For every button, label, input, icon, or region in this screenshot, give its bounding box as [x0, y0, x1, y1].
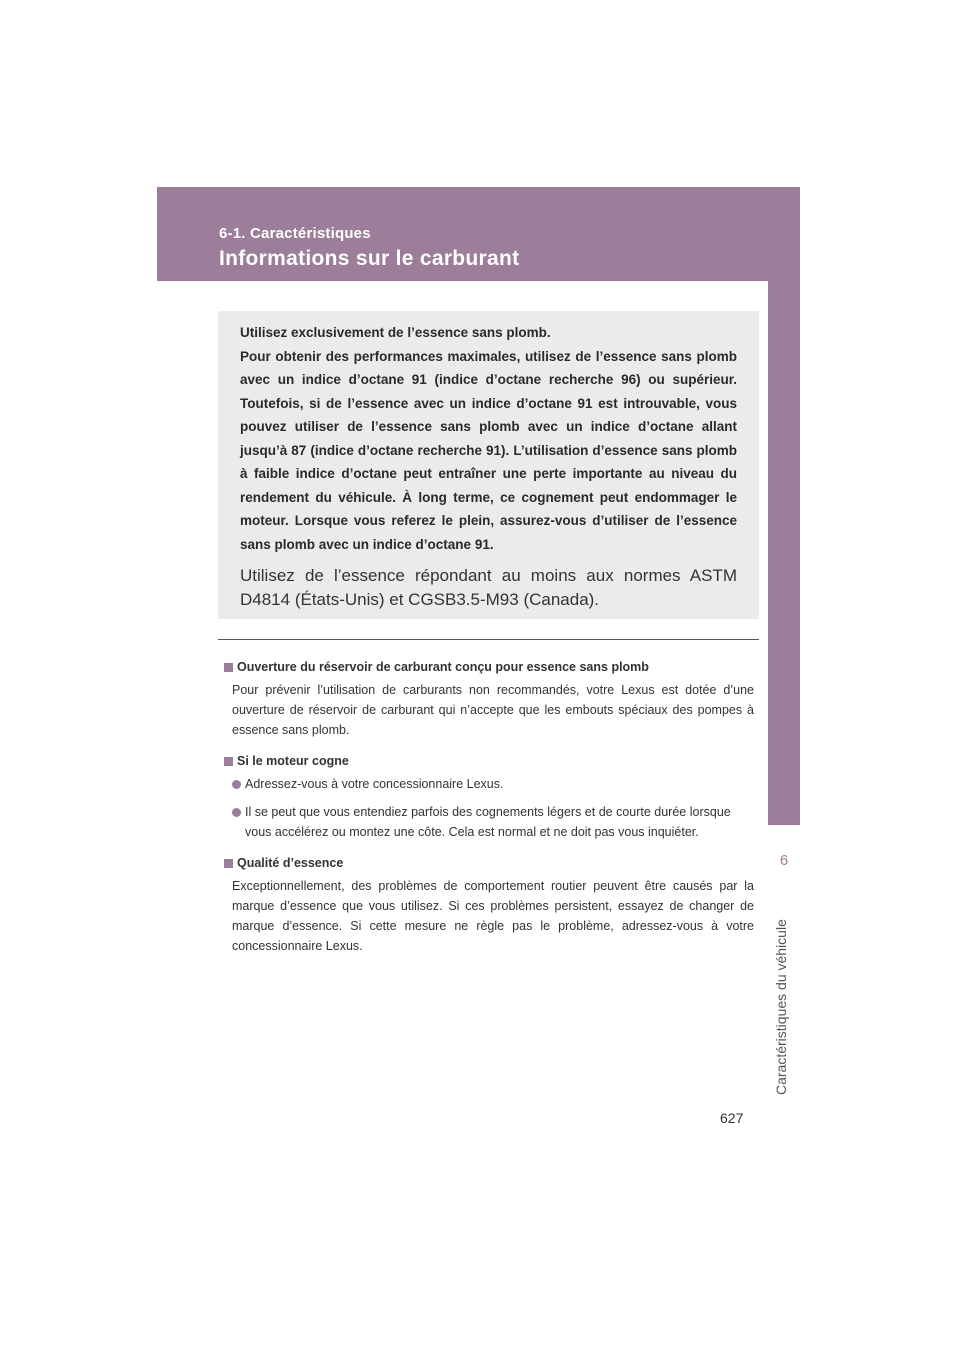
square-bullet-icon: [224, 757, 233, 766]
section-paragraph: Pour prévenir l’utilisation de carburants non recommandés, votre Lexus est dotée d’une ouverture de réservoir de carburant qui n’accepte que les embouts spéciaux des pompes à essence sans plomb.: [232, 683, 754, 737]
page-title: Informations sur le carburant: [219, 247, 520, 270]
section-heading: [224, 754, 754, 768]
section-label: 6-1. Caractéristiques: [219, 225, 371, 242]
page-number: 627: [720, 1110, 744, 1126]
square-bullet-icon: [224, 663, 233, 672]
section-heading-text: Si le moteur cogne: [237, 754, 349, 768]
content-area: [224, 660, 754, 970]
section-heading-text: Qualité d’essence: [237, 856, 344, 870]
chapter-number: 6: [779, 852, 789, 869]
round-bullet-icon: [232, 780, 241, 789]
info-box-bold-text: [240, 321, 737, 556]
section-paragraph: Exceptionnellement, des problèmes de comportement routier peuvent être causés par la marque d’essence que vous utilisez. Si ces problèmes persistent, essayez de changer de marque d’essence. Si cette mesure ne règle pas le problème, adressez-vous à votre concessionnaire Lexus.: [232, 879, 754, 953]
fuel-info-box: [218, 311, 759, 619]
divider: [218, 639, 759, 640]
section-heading: [224, 660, 754, 674]
section-heading-text: Ouverture du réservoir de carburant conçu pour essence sans plomb: [237, 660, 649, 674]
header-band: [157, 187, 800, 281]
chapter-title: Caractéristiques du véhicule: [773, 919, 789, 1095]
info-box-standards-text: Utilisez de l’essence répondant au moins aux normes ASTM D4814 (États-Unis) et CGSB3.5-M93 (Canada).: [240, 566, 737, 609]
list-item: [232, 802, 754, 842]
list-item-text: Adressez-vous à votre concessionnaire Lexus.: [245, 777, 504, 791]
info-box-first-line: Utilisez exclusivement de l’essence sans plomb.: [240, 325, 551, 340]
section-heading: [224, 856, 754, 870]
list-item: [232, 774, 754, 794]
list-item-text: Il se peut que vous entendiez parfois des cognements légers et de courte durée lorsque vous accélérez ou montez une côte. Cela est normal et ne doit pas vous inquiéter.: [245, 805, 731, 839]
round-bullet-icon: [232, 808, 241, 817]
square-bullet-icon: [224, 859, 233, 868]
info-box-body: Pour obtenir des performances maximales, utilisez de l’essence sans plomb avec un indice d’octane 91 (indice d’octane recherche 96) ou supérieur. Toutefois, si de l’essence avec un indice d’octane 91 est introuvable, vous pouvez utiliser de l’essence sans plomb avec un indice d’octane allant jusqu’à 87 (indice d’octane recherche 91). L’utilisation d’essence sans plomb à faible indice d’octane peut entraîner une perte importante au niveau du rendement du véhicule. À long terme, ce cognement peut endommager le moteur. Lorsque vous referez le plein, assurez-vous d’utiliser de l’essence sans plomb avec un indice d’octane 91.: [240, 348, 737, 552]
